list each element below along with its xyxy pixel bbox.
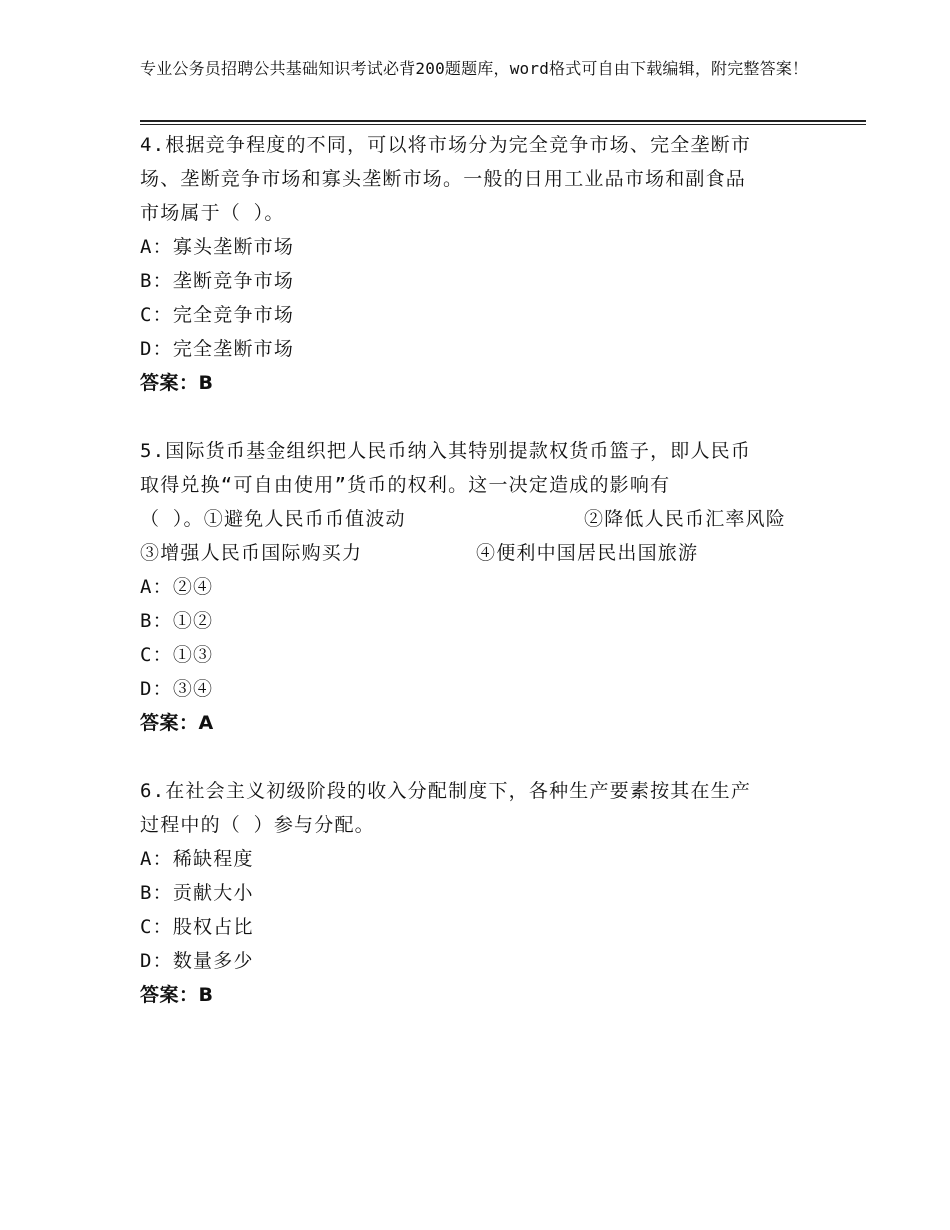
- option-c: C：股权占比: [140, 916, 254, 938]
- option-a: A：②④: [140, 576, 214, 598]
- question-list: [140, 128, 820, 1012]
- option-d: D：完全垄断市场: [140, 338, 295, 360]
- option-d: D：数量多少: [140, 950, 254, 972]
- header-rule-thick: [140, 120, 866, 122]
- stem-split-left: ③增强人民币国际购买力: [140, 542, 363, 564]
- stem-split-right: ④便利中国居民出国旅游: [476, 542, 699, 564]
- answer-line: 答案：B: [140, 984, 214, 1006]
- option-b: B：①②: [140, 610, 214, 632]
- answer-line: 答案：A: [140, 712, 214, 734]
- option-c: C：完全竞争市场: [140, 304, 295, 326]
- option-b: B：垄断竞争市场: [140, 270, 295, 292]
- question-stem-line: 6.在社会主义初级阶段的收入分配制度下，各种生产要素按其在生产: [140, 780, 752, 802]
- question-5: [140, 434, 820, 740]
- header-rule: [140, 120, 866, 125]
- stem-split-left: （ ）。①避免人民币币值波动: [140, 508, 406, 530]
- question-stem-line: 5.国际货币基金组织把人民币纳入其特别提款权货币篮子，即人民币: [140, 440, 752, 462]
- option-d: D：③④: [140, 678, 214, 700]
- option-c: C：①③: [140, 644, 214, 666]
- question-stem-line: 取得兑换“可自由使用”货币的权利。这一决定造成的影响有: [140, 474, 671, 496]
- question-stem-split-line: [140, 536, 820, 570]
- stem-split-right: ②降低人民币汇率风险: [584, 508, 787, 530]
- option-a: A：稀缺程度: [140, 848, 254, 870]
- question-stem-line: 4.根据竞争程度的不同，可以将市场分为完全竞争市场、完全垄断市: [140, 134, 752, 156]
- document-header: 专业公务员招聘公共基础知识考试必背200题题库，word格式可自由下载编辑，附完整答案！: [140, 59, 809, 78]
- question-spacer: [140, 740, 820, 774]
- answer-line: 答案：B: [140, 372, 214, 394]
- question-stem-line: 过程中的（ ）参与分配。: [140, 814, 375, 836]
- question-stem-line: 市场属于（ ）。: [140, 202, 285, 224]
- question-stem-split-line: [140, 502, 820, 536]
- option-b: B：贡献大小: [140, 882, 254, 904]
- question-6: [140, 774, 820, 1012]
- question-stem-line: 场、垄断竞争市场和寡头垄断市场。一般的日用工业品市场和副食品: [140, 168, 747, 190]
- question-4: [140, 128, 820, 400]
- question-spacer: [140, 400, 820, 434]
- header-rule-thin: [140, 124, 866, 125]
- option-a: A：寡头垄断市场: [140, 236, 295, 258]
